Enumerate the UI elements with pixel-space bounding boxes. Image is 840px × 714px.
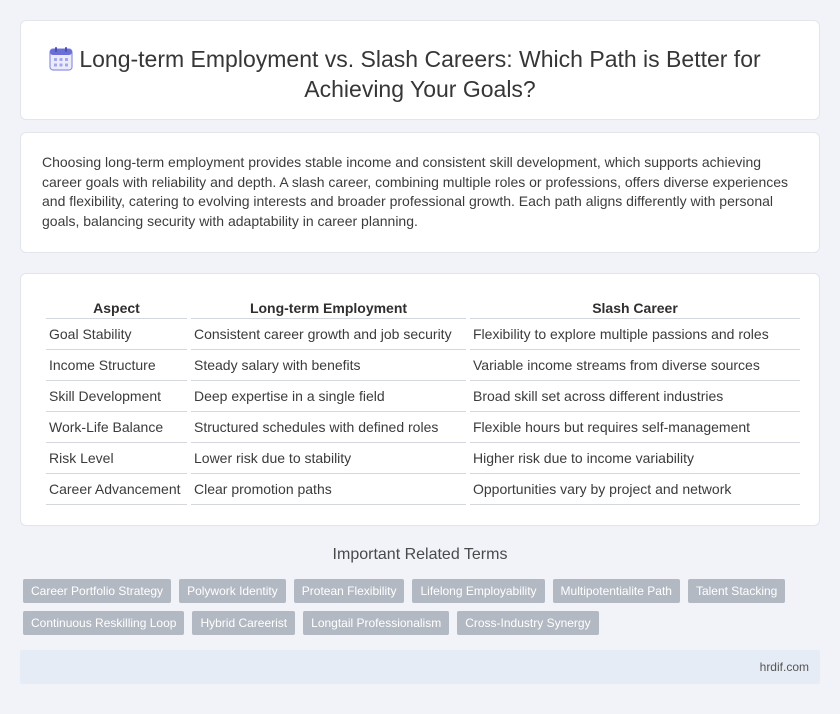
table-row: [46, 443, 800, 474]
table-header-row: [46, 295, 800, 319]
comparison-card: [20, 273, 820, 526]
table-cell: Broad skill set across different industries: [470, 381, 800, 412]
term-tag[interactable]: Polywork Identity: [179, 579, 286, 603]
footer-bar: [20, 650, 820, 684]
comparison-table: [42, 295, 804, 505]
intro-paragraph: Choosing long-term employment provides stable income and consistent skill development, which supports achieving career goals with reliability and depth. A slash career, combining multiple roles or professions, offers diverse experiences and flexibility, catering to evolving interests and broader professional growth. Each path aligns differently with personal goals, balancing security with adaptability in career planning.: [42, 154, 789, 229]
table-cell: Career Advancement: [46, 474, 187, 505]
table-cell: Higher risk due to income variability: [470, 443, 800, 474]
table-cell: Clear promotion paths: [191, 474, 466, 505]
term-tag[interactable]: Talent Stacking: [688, 579, 785, 603]
table-cell: Variable income streams from diverse sources: [470, 350, 800, 381]
term-tag[interactable]: Multipotentialite Path: [553, 579, 680, 603]
related-terms-heading: Important Related Terms: [332, 546, 508, 563]
related-terms-tags: [23, 579, 813, 635]
table-cell: Skill Development: [46, 381, 187, 412]
table-row: [46, 350, 800, 381]
page-title-wrap: [21, 44, 819, 104]
table-cell: Consistent career growth and job security: [191, 319, 466, 350]
header-long-term: Long-term Employment: [191, 295, 466, 319]
intro-card: [20, 132, 820, 253]
term-tag[interactable]: Longtail Professionalism: [303, 611, 449, 635]
table-row: [46, 412, 800, 443]
table-cell: Risk Level: [46, 443, 187, 474]
term-tag[interactable]: Continuous Reskilling Loop: [23, 611, 184, 635]
table-cell: Work-Life Balance: [46, 412, 187, 443]
term-tag[interactable]: Hybrid Careerist: [192, 611, 295, 635]
table-row: [46, 319, 800, 350]
term-tag[interactable]: Lifelong Employability: [412, 579, 544, 603]
table-cell: Opportunities vary by project and network: [470, 474, 800, 505]
term-tag[interactable]: Protean Flexibility: [294, 579, 405, 603]
table-cell: Structured schedules with defined roles: [191, 412, 466, 443]
table-cell: Deep expertise in a single field: [191, 381, 466, 412]
footer-site[interactable]: hrdif.com: [759, 660, 809, 674]
table-row: [46, 381, 800, 412]
table-row: [46, 474, 800, 505]
table-cell: Income Structure: [46, 350, 187, 381]
term-tag[interactable]: Cross-Industry Synergy: [457, 611, 598, 635]
table-cell: Flexibility to explore multiple passions and roles: [470, 319, 800, 350]
table-cell: Flexible hours but requires self-management: [470, 412, 800, 443]
title-card: [20, 20, 820, 120]
header-slash-career: Slash Career: [470, 295, 800, 319]
table-cell: Steady salary with benefits: [191, 350, 466, 381]
page-title: Long-term Employment vs. Slash Careers: Which Path is Better for Achieving Your Goals?: [79, 46, 761, 102]
term-tag[interactable]: Career Portfolio Strategy: [23, 579, 171, 603]
table-cell: Lower risk due to stability: [191, 443, 466, 474]
header-aspect: Aspect: [46, 295, 187, 319]
table-cell: Goal Stability: [46, 319, 187, 350]
